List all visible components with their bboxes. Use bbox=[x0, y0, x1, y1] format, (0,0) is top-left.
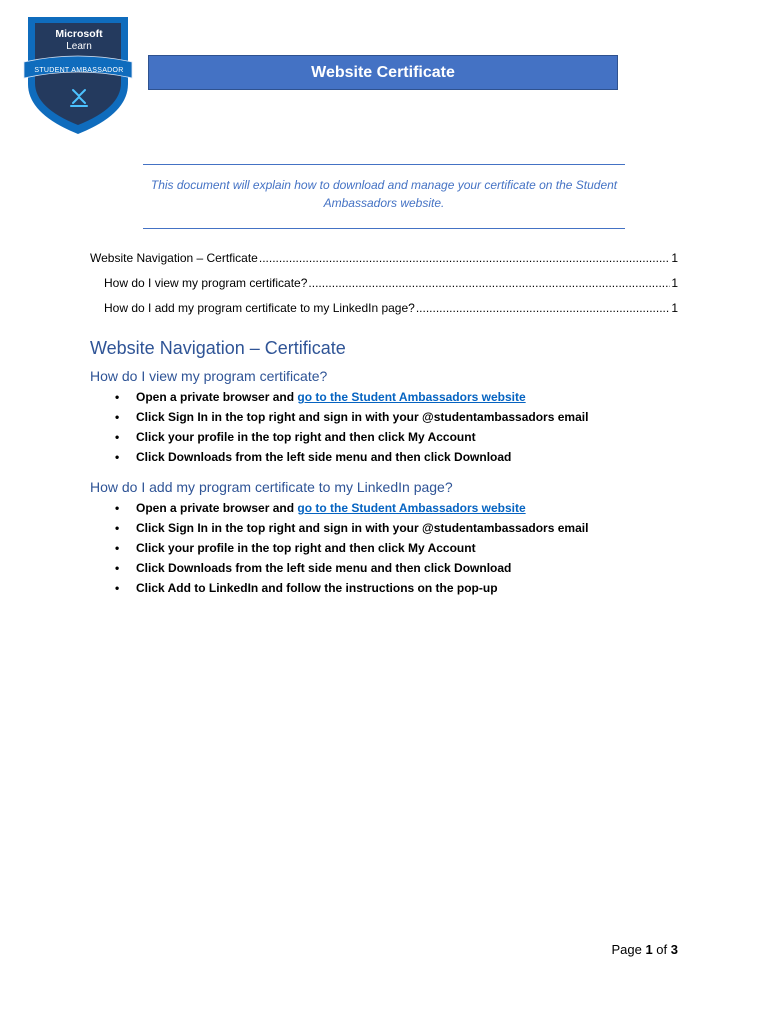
list-item bbox=[136, 389, 588, 409]
step-text: Open a private browser and bbox=[136, 501, 298, 515]
step-text: Click Sign In in the top right and sign in with your @studentambassadors email bbox=[136, 410, 589, 424]
list-item bbox=[136, 540, 588, 560]
toc-entry-label: Website Navigation – Certficate bbox=[90, 251, 258, 265]
list-item bbox=[136, 409, 588, 429]
page-label: Page bbox=[611, 942, 642, 957]
document-title: Website Certificate bbox=[311, 63, 455, 81]
toc-entry-website-navigation[interactable] bbox=[90, 251, 678, 276]
document-title-bar bbox=[148, 55, 618, 90]
page-number-footer bbox=[611, 942, 678, 957]
toc-entry-label: How do I add my program certificate to my LinkedIn page? bbox=[104, 301, 415, 315]
toc-entry-add-to-linkedin[interactable] bbox=[90, 301, 678, 326]
intro-bottom-rule bbox=[143, 228, 625, 229]
toc-dot-leader bbox=[259, 251, 670, 265]
table-of-contents bbox=[90, 251, 678, 326]
toc-entry-page: 1 bbox=[671, 251, 678, 265]
current-page: 1 bbox=[645, 942, 653, 957]
intro-top-rule bbox=[143, 164, 625, 165]
list-item bbox=[136, 500, 588, 520]
student-ambassadors-website-link[interactable]: go to the Student Ambassadors website bbox=[297, 390, 526, 404]
list-item bbox=[136, 449, 588, 469]
step-text: Click your profile in the top right and then click My Account bbox=[136, 541, 476, 555]
student-ambassador-badge bbox=[22, 10, 134, 136]
step-text: Click your profile in the top right and then click My Account bbox=[136, 430, 476, 444]
intro-text: This document will explain how to download and manage your certificate on the Student Ambassadors website. bbox=[150, 178, 618, 210]
step-text: Click Sign In in the top right and sign in with your @studentambassadors email bbox=[136, 521, 589, 535]
view-certificate-steps bbox=[136, 389, 588, 469]
toc-entry-view-certificate[interactable] bbox=[90, 276, 678, 301]
step-text: Click Downloads from the left side menu and then click Download bbox=[136, 561, 512, 575]
step-text: Open a private browser and bbox=[136, 390, 298, 404]
list-item bbox=[136, 560, 588, 580]
list-item bbox=[136, 429, 588, 449]
badge-ribbon-text: STUDENT AMBASSADOR bbox=[34, 67, 124, 74]
add-to-linkedin-steps bbox=[136, 500, 588, 600]
step-text: Click Downloads from the left side menu and then click Download bbox=[136, 450, 512, 464]
toc-entry-page: 1 bbox=[671, 301, 678, 315]
toc-dot-leader bbox=[416, 301, 670, 315]
list-item bbox=[136, 580, 588, 600]
total-pages: 3 bbox=[670, 942, 678, 957]
toc-entry-page: 1 bbox=[671, 276, 678, 290]
section-heading: Website Navigation – Certificate bbox=[90, 338, 346, 358]
of-label: of bbox=[656, 942, 668, 957]
badge-brand-line1: Microsoft bbox=[55, 28, 103, 40]
toc-entry-label: How do I view my program certificate? bbox=[104, 276, 308, 290]
view-certificate-heading: How do I view my program certificate? bbox=[90, 368, 328, 384]
badge-brand-line2: Learn bbox=[66, 41, 92, 52]
student-ambassadors-website-link[interactable]: go to the Student Ambassadors website bbox=[297, 501, 526, 515]
toc-dot-leader bbox=[308, 276, 670, 290]
step-text: Click Add to LinkedIn and follow the instructions on the pop-up bbox=[136, 581, 498, 595]
add-to-linkedin-heading: How do I add my program certificate to my LinkedIn page? bbox=[90, 479, 453, 495]
list-item bbox=[136, 520, 588, 540]
